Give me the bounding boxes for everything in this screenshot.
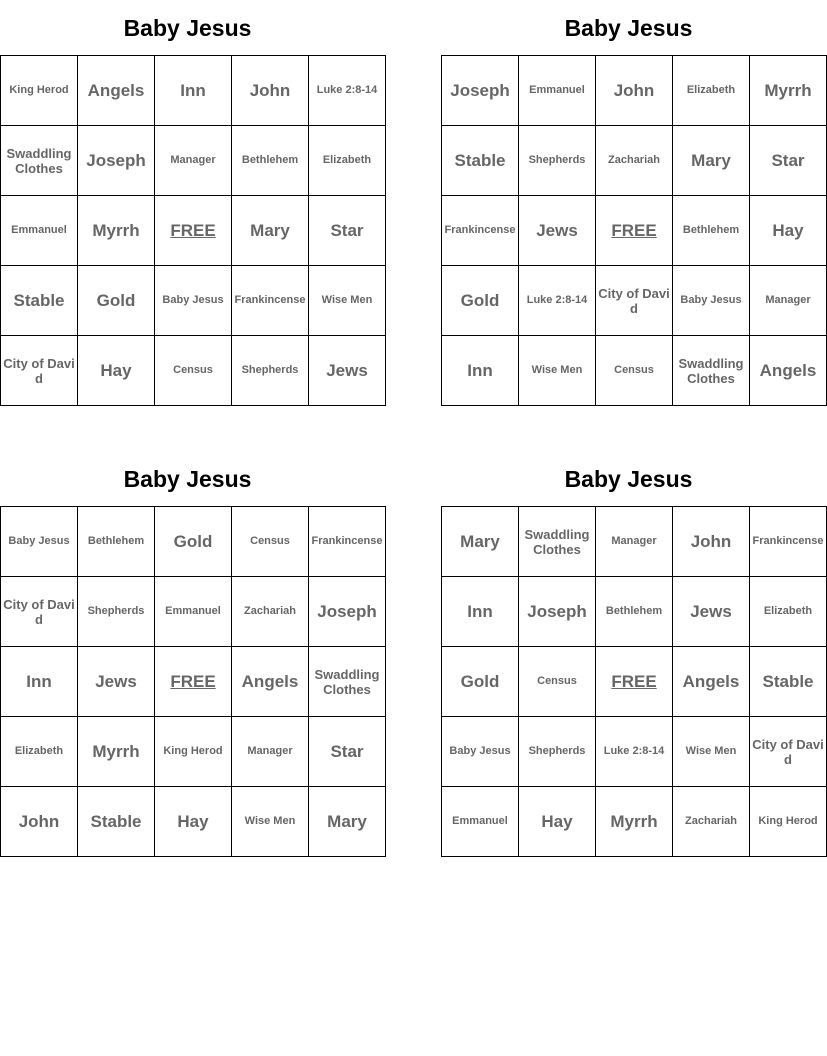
grid-row [442, 577, 827, 647]
bingo-cell: Elizabeth [750, 577, 827, 647]
bingo-cell: City of David [1, 336, 78, 406]
bingo-grid [441, 506, 827, 857]
bingo-cell: Baby Jesus [1, 507, 78, 577]
bingo-cell: Wise Men [519, 336, 596, 406]
bingo-cell: Emmanuel [1, 196, 78, 266]
grid-row [1, 577, 386, 647]
bingo-cell: Bethlehem [596, 577, 673, 647]
grid-row [1, 507, 386, 577]
bingo-cell: Emmanuel [155, 577, 232, 647]
bingo-cell: Inn [442, 336, 519, 406]
bingo-cell: Stable [1, 266, 78, 336]
grid-row [442, 787, 827, 857]
bingo-card-3 [0, 451, 383, 857]
bingo-cell: John [673, 507, 750, 577]
grid-row [1, 126, 386, 196]
free-space-cell: FREE [596, 647, 673, 717]
bingo-cell: Zachariah [673, 787, 750, 857]
bingo-cell: Inn [155, 56, 232, 126]
bingo-cell: Manager [155, 126, 232, 196]
bingo-cell: Shepherds [78, 577, 155, 647]
grid-row [1, 787, 386, 857]
grid-row [1, 336, 386, 406]
bingo-cell: Jews [673, 577, 750, 647]
bingo-cell: Elizabeth [673, 56, 750, 126]
bingo-cell: Shepherds [232, 336, 309, 406]
bingo-cell: Joseph [519, 577, 596, 647]
card-title: Baby Jesus [123, 466, 252, 492]
bingo-cell: City of David [596, 266, 673, 336]
bingo-cell: Bethlehem [232, 126, 309, 196]
bingo-cell: Hay [750, 196, 827, 266]
bingo-cell: Swaddling Clothes [673, 336, 750, 406]
bingo-card-1 [0, 0, 378, 406]
free-space-cell: FREE [155, 647, 232, 717]
bingo-cell: Census [155, 336, 232, 406]
bingo-cell: Hay [519, 787, 596, 857]
bingo-cell: Swaddling Clothes [519, 507, 596, 577]
bingo-cell: Shepherds [519, 126, 596, 196]
bingo-cell: Baby Jesus [155, 266, 232, 336]
bingo-cell: Gold [155, 507, 232, 577]
bingo-cell: Gold [442, 266, 519, 336]
bingo-cell: Frankincense [442, 196, 519, 266]
bingo-card-2 [441, 0, 816, 406]
bingo-cell: Wise Men [309, 266, 386, 336]
bingo-cell: Hay [78, 336, 155, 406]
grid-row [442, 56, 827, 126]
bingo-cell: Emmanuel [442, 787, 519, 857]
card-title: Baby Jesus [123, 15, 252, 41]
bingo-cell: King Herod [750, 787, 827, 857]
grid-row [442, 266, 827, 336]
bingo-cell: Star [309, 196, 386, 266]
bingo-cell: Gold [78, 266, 155, 336]
free-space-cell: FREE [155, 196, 232, 266]
bingo-cell: Swaddling Clothes [1, 126, 78, 196]
bingo-cell: Stable [78, 787, 155, 857]
grid-row [1, 196, 386, 266]
bingo-cell: Star [309, 717, 386, 787]
bingo-cell: Luke 2:8-14 [519, 266, 596, 336]
grid-row [442, 336, 827, 406]
bingo-cell: Mary [309, 787, 386, 857]
bingo-cell: Stable [442, 126, 519, 196]
bingo-cell: Angels [750, 336, 827, 406]
bingo-cell: Swaddling Clothes [309, 647, 386, 717]
bingo-cell: Angels [78, 56, 155, 126]
grid-row [442, 647, 827, 717]
bingo-cell: Luke 2:8-14 [596, 717, 673, 787]
bingo-cell: City of David [1, 577, 78, 647]
bingo-cell: Manager [596, 507, 673, 577]
bingo-card-4 [441, 451, 824, 857]
bingo-cell: Inn [1, 647, 78, 717]
bingo-cell: Shepherds [519, 717, 596, 787]
bingo-cell: Bethlehem [78, 507, 155, 577]
bingo-cell: Angels [673, 647, 750, 717]
bingo-cell: Baby Jesus [442, 717, 519, 787]
bingo-cell: Census [519, 647, 596, 717]
bingo-cell: Baby Jesus [673, 266, 750, 336]
bingo-cell: Star [750, 126, 827, 196]
bingo-cell: John [596, 56, 673, 126]
bingo-cell: City of David [750, 717, 827, 787]
bingo-cell: Mary [232, 196, 309, 266]
bingo-cell: Myrrh [596, 787, 673, 857]
bingo-cell: Frankincense [750, 507, 827, 577]
bingo-cell: Bethlehem [673, 196, 750, 266]
bingo-cell: Hay [155, 787, 232, 857]
card-title: Baby Jesus [564, 15, 693, 41]
bingo-cell: Angels [232, 647, 309, 717]
bingo-cell: Jews [309, 336, 386, 406]
bingo-cell: Wise Men [673, 717, 750, 787]
bingo-cell: Inn [442, 577, 519, 647]
bingo-cell: Joseph [78, 126, 155, 196]
grid-row [442, 126, 827, 196]
bingo-cell: Gold [442, 647, 519, 717]
bingo-grid [441, 55, 827, 406]
grid-row [442, 507, 827, 577]
bingo-cell: Luke 2:8-14 [309, 56, 386, 126]
bingo-cell: King Herod [1, 56, 78, 126]
bingo-cell: Joseph [309, 577, 386, 647]
card-title: Baby Jesus [564, 466, 693, 492]
grid-row [442, 717, 827, 787]
grid-row [1, 717, 386, 787]
bingo-cell: Mary [673, 126, 750, 196]
bingo-cell: Census [596, 336, 673, 406]
bingo-cell: Zachariah [232, 577, 309, 647]
bingo-cell: Frankincense [232, 266, 309, 336]
free-space-cell: FREE [596, 196, 673, 266]
bingo-cell: Manager [232, 717, 309, 787]
bingo-cell: John [232, 56, 309, 126]
bingo-cell: John [1, 787, 78, 857]
grid-row [1, 266, 386, 336]
bingo-grid [0, 506, 386, 857]
bingo-cell: Manager [750, 266, 827, 336]
bingo-cell: Emmanuel [519, 56, 596, 126]
bingo-cell: King Herod [155, 717, 232, 787]
bingo-cell: Zachariah [596, 126, 673, 196]
bingo-cell: Wise Men [232, 787, 309, 857]
grid-row [1, 56, 386, 126]
grid-row [1, 647, 386, 717]
bingo-cell: Elizabeth [309, 126, 386, 196]
bingo-cell: Frankincense [309, 507, 386, 577]
bingo-cell: Jews [519, 196, 596, 266]
bingo-cell: Myrrh [78, 196, 155, 266]
bingo-cell: Mary [442, 507, 519, 577]
bingo-cell: Census [232, 507, 309, 577]
bingo-cell: Joseph [442, 56, 519, 126]
bingo-cell: Stable [750, 647, 827, 717]
bingo-grid [0, 55, 386, 406]
bingo-cell: Myrrh [78, 717, 155, 787]
bingo-cell: Myrrh [750, 56, 827, 126]
bingo-cell: Jews [78, 647, 155, 717]
bingo-cell: Elizabeth [1, 717, 78, 787]
grid-row [442, 196, 827, 266]
